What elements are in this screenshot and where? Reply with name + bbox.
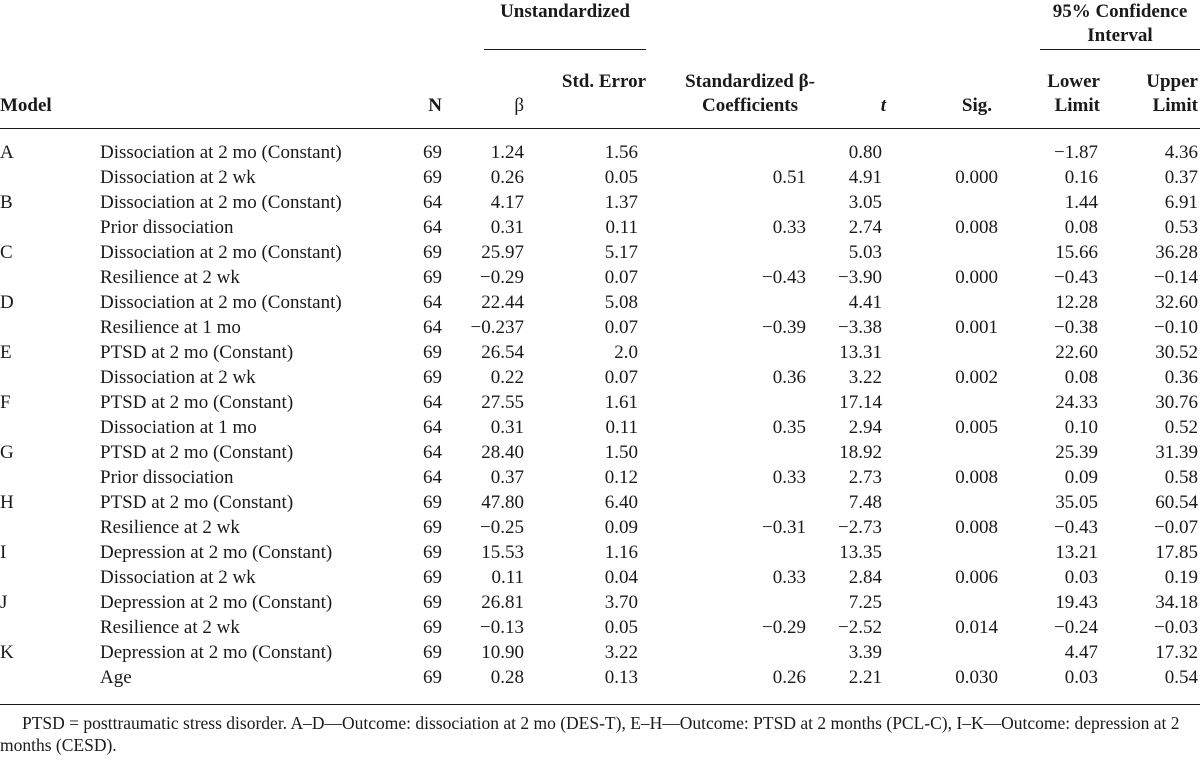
table-cell-lower: −0.24 [1054,617,1098,638]
table-cell-t: 2.74 [848,217,882,238]
table-cell-sig: 0.008 [955,467,998,488]
table-cell-se: 0.12 [604,467,638,488]
table-cell-upper: 36.28 [1155,242,1198,263]
table-cell-model: J [0,592,8,613]
table-cell-n: 64 [423,467,442,488]
table-cell-lower: 22.60 [1055,342,1098,363]
table-cell-lower: 4.47 [1064,642,1098,663]
table-cell-se: 1.37 [604,192,638,213]
table-cell-model: H [0,492,14,513]
table-cell-n: 69 [423,517,442,538]
table-cell-se: 1.16 [604,542,638,563]
table-cell-upper: 30.76 [1155,392,1198,413]
table-cell-predictor: Depression at 2 mo (Constant) [100,592,333,613]
table-cell-predictor: Resilience at 2 wk [100,517,240,538]
table-cell-sig: 0.000 [955,267,998,288]
table-cell-sig: 0.002 [955,367,998,388]
table-cell-predictor: Resilience at 2 wk [100,267,240,288]
table-cell-t: 2.73 [848,467,882,488]
table-cell-lower: 0.08 [1064,217,1098,238]
table-cell-lower: −1.87 [1054,142,1098,163]
table-cell-upper: 0.54 [1164,667,1198,688]
table-cell-predictor: Dissociation at 2 mo (Constant) [100,292,342,313]
table-cell-se: 0.05 [604,167,638,188]
table-cell-beta: 0.11 [491,567,524,588]
table-cell-n: 64 [423,417,442,438]
table-cell-n: 69 [423,167,442,188]
table-cell-predictor: PTSD at 2 mo (Constant) [100,342,294,363]
table-cell-lower: 0.08 [1064,367,1098,388]
table-cell-n: 64 [423,217,442,238]
table-cell-beta: −0.25 [480,517,524,538]
header-beta-symbol: β [514,95,524,116]
table-cell-std-beta: 0.51 [772,167,806,188]
table-cell-upper: 0.58 [1164,467,1198,488]
table-cell-upper: 0.36 [1164,367,1198,388]
table-cell-n: 69 [423,592,442,613]
table-cell-beta: 27.55 [481,392,524,413]
table-cell-beta: 0.31 [490,417,524,438]
table-cell-n: 69 [423,242,442,263]
table-cell-t: 13.35 [839,542,882,563]
table-cell-t: −3.38 [838,317,882,338]
table-cell-std-beta: 0.33 [772,567,806,588]
table-cell-beta: −0.13 [480,617,524,638]
table-cell-lower: 0.10 [1064,417,1098,438]
unstandardized-rule [484,49,646,50]
table-cell-t: −2.52 [838,617,882,638]
table-cell-n: 69 [423,542,442,563]
table-cell-upper: 4.36 [1164,142,1198,163]
table-cell-upper: −0.07 [1154,517,1198,538]
table-cell-t: −3.90 [838,267,882,288]
table-cell-se: 1.56 [604,142,638,163]
table-cell-predictor: Resilience at 2 wk [100,617,240,638]
table-cell-se: 5.08 [604,292,638,313]
table-cell-t: 2.84 [848,567,882,588]
table-cell-n: 69 [423,667,442,688]
table-cell-std-beta: −0.31 [762,517,806,538]
table-cell-n: 69 [423,142,442,163]
table-cell-upper: 0.52 [1164,417,1198,438]
table-cell-sig: 0.008 [955,217,998,238]
table-cell-t: 2.94 [848,417,882,438]
table-cell-beta: 0.26 [490,167,524,188]
table-cell-sig: 0.000 [955,167,998,188]
table-cell-model: G [0,442,14,463]
table-cell-n: 64 [423,442,442,463]
table-cell-n: 69 [423,367,442,388]
table-cell-lower: 12.28 [1055,292,1098,313]
table-cell-lower: 24.33 [1055,392,1098,413]
table-cell-sig: 0.008 [955,517,998,538]
table-cell-lower: 13.21 [1055,542,1098,563]
table-cell-se: 1.61 [604,392,638,413]
table-cell-beta: 1.24 [490,142,524,163]
table-cell-lower: 15.66 [1055,242,1098,263]
table-cell-upper: 0.53 [1164,217,1198,238]
table-cell-lower: 0.16 [1064,167,1098,188]
table-cell-se: 0.04 [604,567,638,588]
table-cell-beta: −0.29 [480,267,524,288]
table-cell-std-beta: 0.26 [772,667,806,688]
table-cell-upper: −0.03 [1154,617,1198,638]
table-cell-upper: 32.60 [1155,292,1198,313]
header-ci: 95% Confidence Interval [1052,1,1188,46]
table-cell-t: 13.31 [839,342,882,363]
table-cell-lower: 0.09 [1064,467,1098,488]
table-cell-model: C [0,242,13,263]
table-cell-std-beta: 0.36 [772,367,806,388]
table-cell-se: 0.07 [604,267,638,288]
table-cell-std-beta: −0.29 [762,617,806,638]
header-std-error: Std. Error [561,71,646,92]
table-cell-n: 69 [423,267,442,288]
table-cell-n: 64 [423,317,442,338]
table-cell-se: 0.05 [604,617,638,638]
table-cell-upper: 30.52 [1155,342,1198,363]
table-cell-beta: 47.80 [481,492,524,513]
table-cell-beta: 26.54 [481,342,524,363]
table-cell-lower: 19.43 [1055,592,1098,613]
table-cell-std-beta: −0.43 [762,267,806,288]
table-cell-beta: 4.17 [490,192,524,213]
table-cell-model: E [0,342,12,363]
table-cell-se: 0.09 [604,517,638,538]
table-cell-lower: 25.39 [1055,442,1098,463]
table-cell-se: 0.11 [605,217,638,238]
table-cell-lower: 1.44 [1064,192,1098,213]
table-cell-beta: 22.44 [481,292,524,313]
table-cell-std-beta: 0.33 [772,217,806,238]
table-cell-se: 5.17 [604,242,638,263]
table-cell-beta: 15.53 [481,542,524,563]
table-cell-upper: 34.18 [1155,592,1198,613]
table-cell-t: 7.25 [848,592,882,613]
table-cell-predictor: Resilience at 1 mo [100,317,241,338]
table-cell-upper: 0.19 [1164,567,1198,588]
table-cell-beta: 26.81 [481,592,524,613]
table-cell-model: A [0,142,14,163]
table-cell-upper: 6.91 [1164,192,1198,213]
table-cell-t: 4.91 [848,167,882,188]
table-cell-model: F [0,392,11,413]
table-cell-n: 64 [423,192,442,213]
ci-rule [1040,49,1200,50]
table-cell-t: 0.80 [848,142,882,163]
header-sig: Sig. [961,95,992,116]
table-cell-predictor: Dissociation at 2 wk [100,367,256,388]
table-cell-lower: −0.43 [1054,267,1098,288]
table-cell-se: 6.40 [604,492,638,513]
table-cell-lower: 0.03 [1064,667,1098,688]
table-cell-t: 4.41 [848,292,882,313]
table-cell-n: 64 [423,392,442,413]
table-cell-model: D [0,292,14,313]
table-cell-predictor: Dissociation at 2 mo (Constant) [100,242,342,263]
table-cell-sig: 0.005 [955,417,998,438]
table-cell-n: 69 [423,617,442,638]
table-cell-predictor: PTSD at 2 mo (Constant) [100,392,294,413]
header-t: t [880,95,886,116]
table-cell-n: 69 [423,342,442,363]
header-n: N [428,95,442,116]
table-cell-t: 3.39 [848,642,882,663]
table-cell-beta: −0.237 [470,317,524,338]
table-cell-lower: −0.43 [1054,517,1098,538]
table-cell-t: 3.05 [848,192,882,213]
table-cell-beta: 0.28 [490,667,524,688]
table-cell-se: 1.50 [604,442,638,463]
table-cell-predictor: Depression at 2 mo (Constant) [100,642,333,663]
table-cell-n: 69 [423,567,442,588]
table-cell-beta: 10.90 [481,642,524,663]
table-cell-n: 64 [423,292,442,313]
table-cell-predictor: Dissociation at 2 mo (Constant) [100,142,342,163]
table-cell-predictor: Prior dissociation [100,217,234,238]
table-footnote: PTSD = posttraumatic stress disorder. A–D—Outcome: dissociation at 2 mo (DES-T), E–H—Outcome: PTSD at 2 months (PCL-C), I–K—Outcome: depression at 2 months (CESD). [0,713,1180,755]
table-cell-t: 2.21 [848,667,882,688]
table-cell-predictor: Dissociation at 2 wk [100,167,256,188]
table-cell-predictor: Dissociation at 2 mo (Constant) [100,192,342,213]
table-cell-sig: 0.014 [955,617,998,638]
table-cell-upper: 17.85 [1155,542,1198,563]
table-cell-std-beta: 0.35 [772,417,806,438]
header-beta [440,94,524,118]
table-cell-lower: 35.05 [1055,492,1098,513]
table-bottom-rule [0,704,1200,705]
table-cell-t: 5.03 [848,242,882,263]
header-bottom-rule [0,128,1200,129]
table-cell-se: 3.70 [604,592,638,613]
table-cell-se: 0.11 [605,417,638,438]
table-cell-beta: 25.97 [481,242,524,263]
table-cell-se: 3.22 [604,642,638,663]
header-lower: Lower Limit [1047,71,1100,116]
table-cell-se: 0.07 [604,317,638,338]
table-cell-se: 2.0 [614,342,638,363]
table-cell-beta: 0.22 [490,367,524,388]
header-standardized: Standardized β-Coefficients [685,71,815,116]
table-cell-model: K [0,642,14,663]
table-cell-lower: −0.38 [1054,317,1098,338]
table-cell-beta: 0.31 [490,217,524,238]
table-cell-beta: 28.40 [481,442,524,463]
table-cell-t: −2.73 [838,517,882,538]
table-cell-sig: 0.006 [955,567,998,588]
table-cell-predictor: Prior dissociation [100,467,234,488]
table-cell-predictor: Dissociation at 2 wk [100,567,256,588]
table-cell-t: 18.92 [839,442,882,463]
table-cell-predictor: Depression at 2 mo (Constant) [100,542,333,563]
table-cell-predictor: Dissociation at 1 mo [100,417,257,438]
table-cell-se: 0.13 [604,667,638,688]
table-cell-std-beta: −0.39 [762,317,806,338]
table-cell-beta: 0.37 [490,467,524,488]
table-cell-upper: 60.54 [1155,492,1198,513]
header-unstandardized: Unstandardized [500,1,630,22]
table-cell-se: 0.07 [604,367,638,388]
table-cell-upper: −0.14 [1154,267,1198,288]
table-cell-std-beta: 0.33 [772,467,806,488]
table-cell-lower: 0.03 [1064,567,1098,588]
header-upper: Upper Limit [1146,71,1198,116]
table-cell-predictor: PTSD at 2 mo (Constant) [100,492,294,513]
table-cell-t: 3.22 [848,367,882,388]
table-cell-sig: 0.030 [955,667,998,688]
table-cell-upper: 31.39 [1155,442,1198,463]
table-cell-n: 69 [423,492,442,513]
table-cell-predictor: Age [100,667,132,688]
table-cell-t: 7.48 [848,492,882,513]
table-cell-upper: −0.10 [1154,317,1198,338]
table-cell-sig: 0.001 [955,317,998,338]
header-model: Model [0,95,52,116]
table-cell-upper: 0.37 [1164,167,1198,188]
table-cell-n: 69 [423,642,442,663]
table-cell-upper: 17.32 [1155,642,1198,663]
table-cell-t: 17.14 [839,392,882,413]
table-cell-model: B [0,192,13,213]
table-cell-model: I [0,542,7,563]
table-cell-predictor: PTSD at 2 mo (Constant) [100,442,294,463]
